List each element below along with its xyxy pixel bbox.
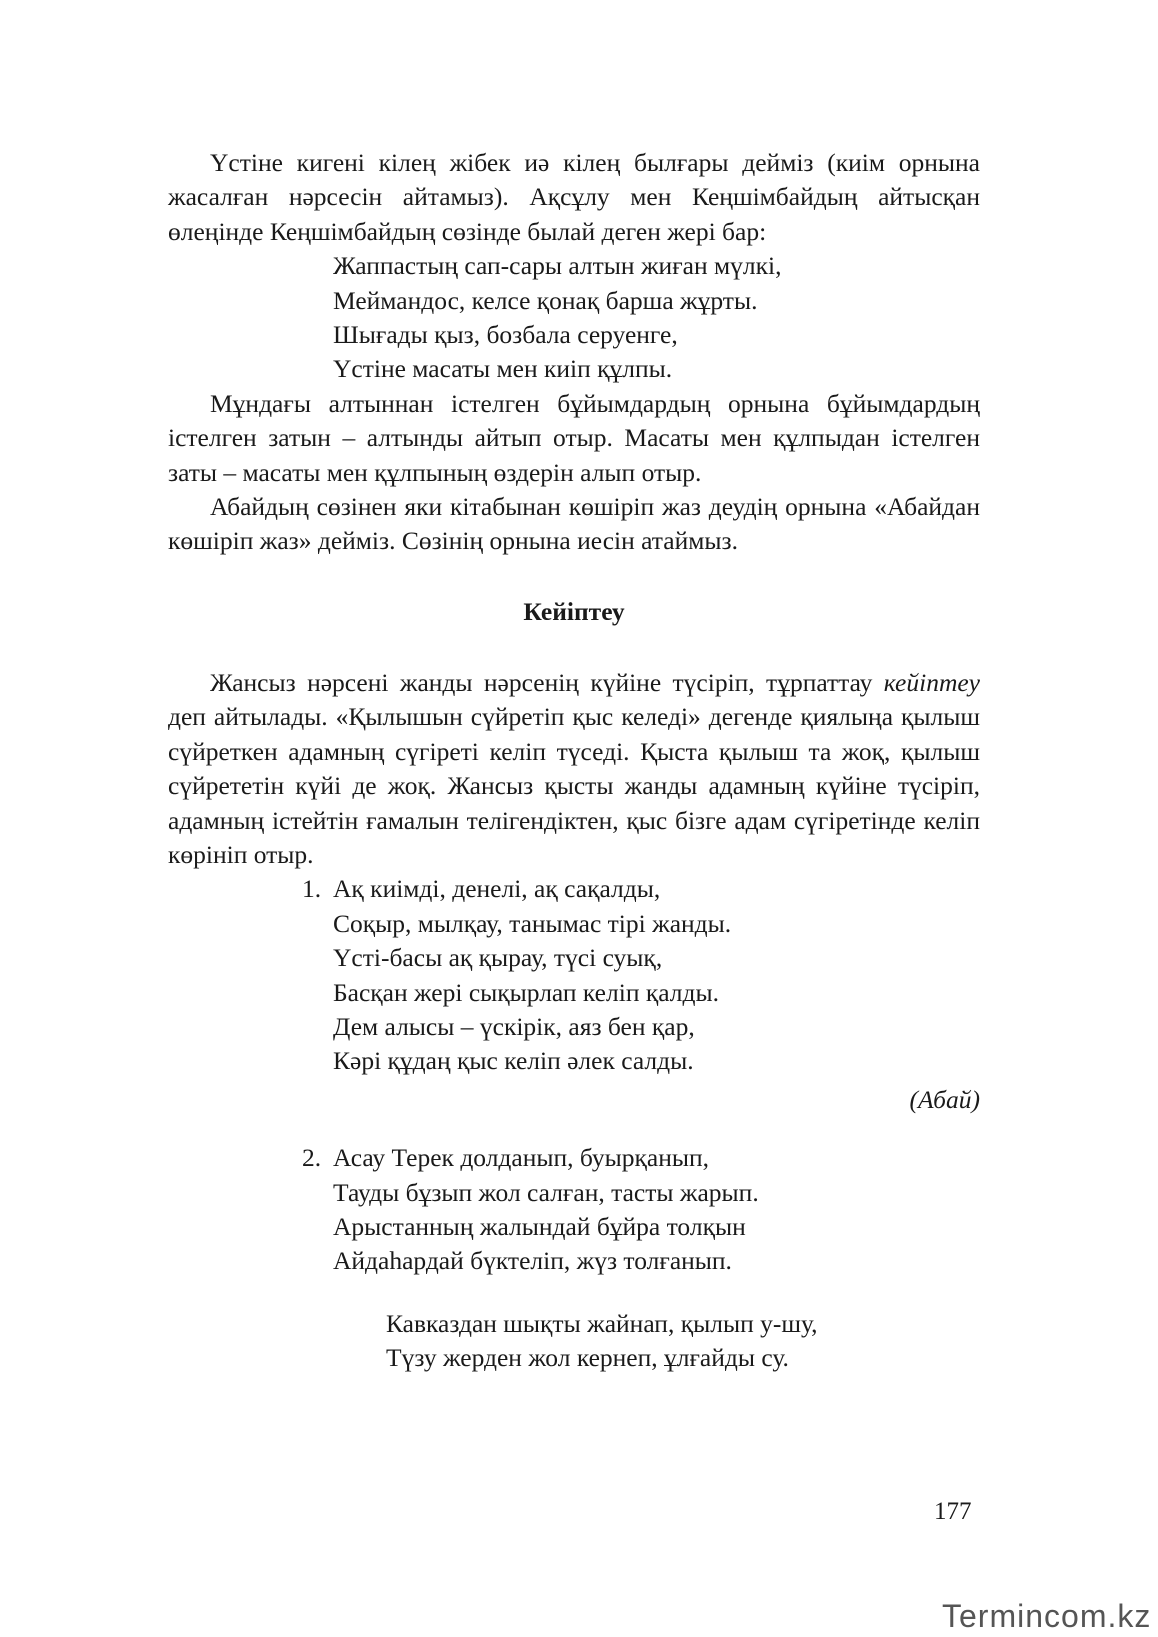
watermark-logo: Termincom.kz xyxy=(942,1598,1152,1634)
verse-line: Кәрі құдаң қыс келіп әлек салды. xyxy=(333,1046,694,1076)
verse-line: Үсті-басы ақ қырау, түсі суық, xyxy=(333,943,663,973)
verse-line: Түзу жерден жол кернеп, ұлғайды су. xyxy=(386,1343,789,1373)
verse-line: Асау Терек долданып, буырқанып, xyxy=(333,1143,710,1173)
verse-line: Үстіне масаты мен киіп құлпы. xyxy=(333,354,673,384)
verse-line: Жаппастың сап-сары алтын жиған мүлкі, xyxy=(333,251,782,281)
verse-line: Тауды бұзып жол салған, тасты жарып. xyxy=(333,1177,759,1207)
verse-line: Дем алысы – үскірік, аяз бен қар, xyxy=(333,1011,695,1041)
verse-line: Басқан жері сықырлап келіп қалды. xyxy=(333,977,719,1007)
verse-block xyxy=(168,1307,980,1376)
paragraph: Үстіне кигені кілең жібек иә кілең былғары дейміз (киім орнына жасалған нәрсесін айтамыз). Ақсұлу мен Кеңшімбайдың айтысқан өлеңінде Кеңшімбайдың сөзінде былай деген жері бар: xyxy=(168,148,980,246)
verse-line: Шығады қыз, бозбала серуенге, xyxy=(333,320,678,350)
document-page xyxy=(168,146,980,1376)
paragraph-text: деп айтылады. «Қылышын сүйретіп қыс келеді» дегенде қиялыңа қылыш сүйреткен адамның сүгіреті келіп түседі. Қыста қылыш та жоқ, қылыш сүйрететін күйі де жоқ. Жансыз қысты жанды адамның күйіне түсіріп, адамның істейтін ғамалын телігендіктен, қыс бізге адам сүгіретінде келіп көрініп отыр. xyxy=(168,702,980,869)
section-heading: Кейіптеу xyxy=(523,596,625,626)
paragraph xyxy=(168,666,980,872)
verse-block xyxy=(168,249,980,387)
page-number: 177 xyxy=(934,1498,972,1525)
verse-line: Арыстанның жалындай бұйра толқын xyxy=(333,1211,746,1241)
term-italic: кейіптеу xyxy=(883,667,980,697)
verse-line: Кавказдан шықты жайнап, қылып у-шу, xyxy=(386,1308,818,1338)
paragraph: Абайдың сөзінен яки кітабынан көшіріп жаз деудің орнына «Абайдан көшіріп жаз» дейміз. Сөзінің орнына иесін атаймыз. xyxy=(168,492,980,556)
verse-line: Меймандос, келсе қонақ барша жұрты. xyxy=(333,285,758,315)
example-number: 1. xyxy=(302,874,322,904)
verse-line: Айдаһардай бүктеліп, жүз толғанып. xyxy=(333,1246,732,1276)
paragraph: Мұндағы алтыннан істелген бұйымдардың орнына бұйымдардың істелген затын – алтынды айтып отыр. Масаты мен құлпыдан істелген заты – масаты мен құлпының өздерін алып отыр. xyxy=(168,388,980,487)
example-number: 2. xyxy=(302,1143,322,1173)
example-verse-2 xyxy=(168,1141,980,1279)
paragraph-text: Жансыз нәрсені жанды нәрсенің күйіне түсіріп, тұрпаттау xyxy=(210,667,884,697)
verse-line: Соқыр, мылқау, танымас тірі жанды. xyxy=(333,908,732,938)
verse-line: Ақ киімді, денелі, ақ сақалды, xyxy=(333,874,661,904)
example-verse-1 xyxy=(168,872,980,1078)
verse-author: (Абай) xyxy=(909,1084,980,1114)
